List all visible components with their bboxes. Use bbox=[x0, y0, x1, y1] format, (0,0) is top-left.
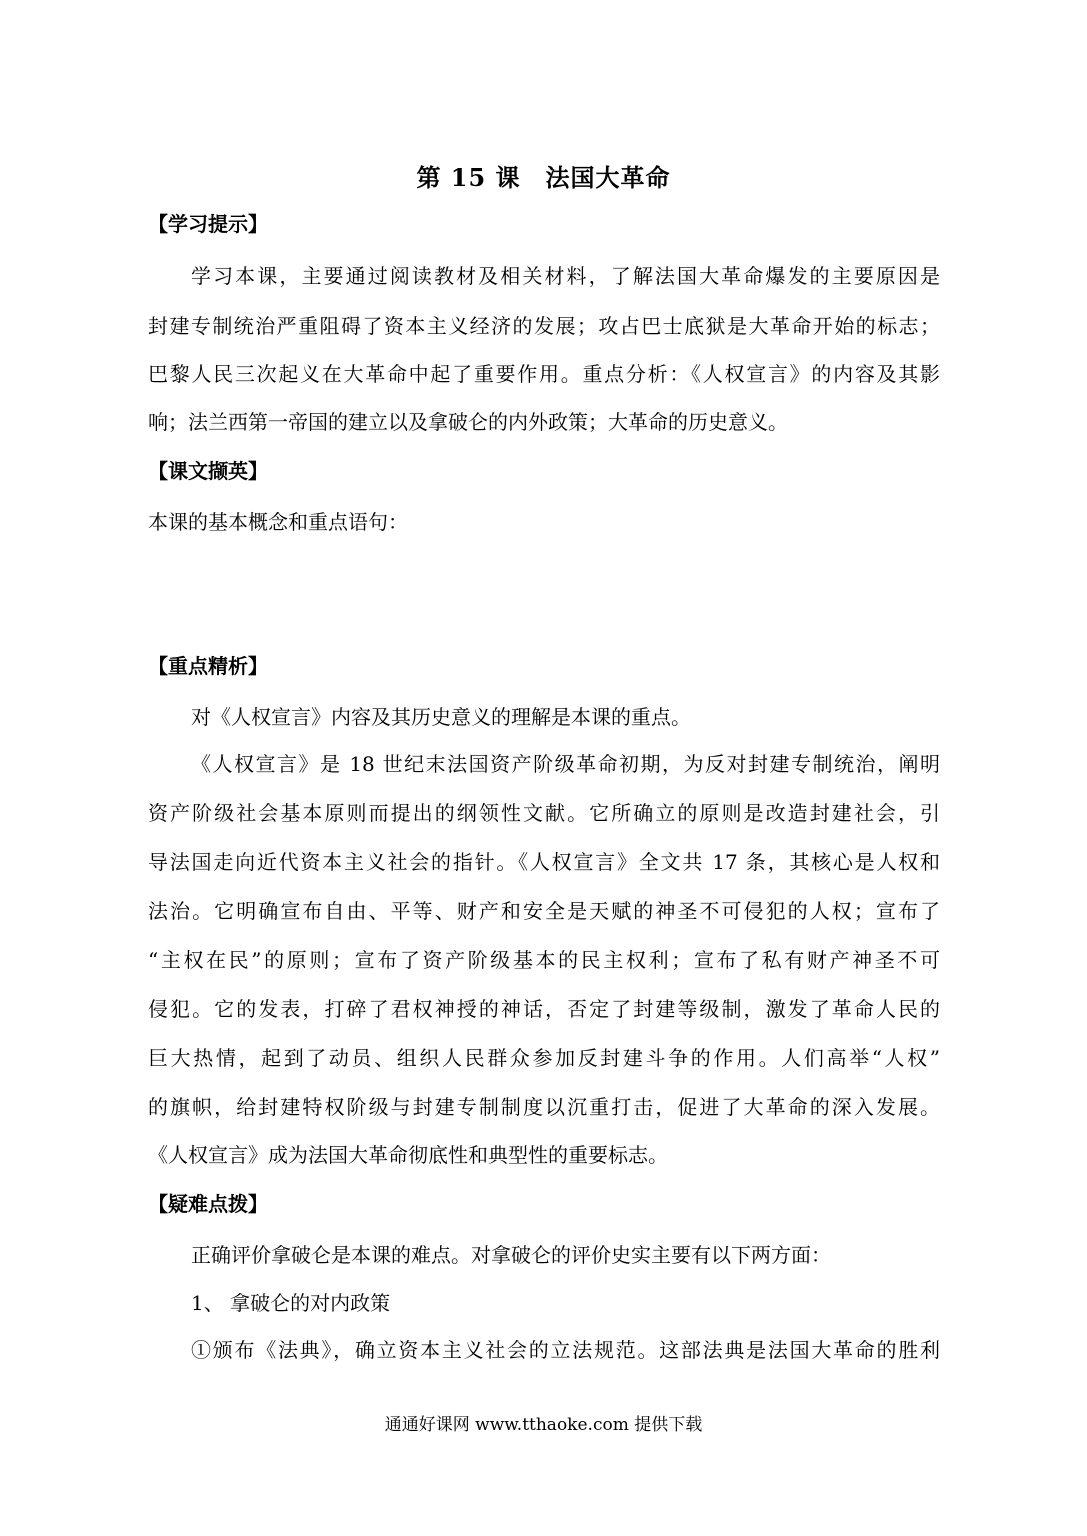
paragraph-line: 资产阶级社会基本原则而提出的纲领性文献。它所确立的原则是改造封建社会，引 bbox=[148, 801, 940, 825]
section-heading-excerpt: 【课文撷英】 bbox=[148, 459, 268, 483]
paragraph-line: 导法国走向近代资本主义社会的指针。《人权宣言》全文共 17 条，其核心是人权和 bbox=[148, 850, 940, 874]
paragraph-line: 封建专制统治严重阻碍了资本主义经济的发展；攻占巴士底狱是大革命开始的标志； bbox=[148, 314, 940, 338]
page-title: 第 15 课 法国大革命 bbox=[416, 163, 671, 192]
section-heading-difficult: 【疑难点拨】 bbox=[148, 1192, 268, 1216]
section-heading-key: 【重点精析】 bbox=[148, 654, 268, 678]
page-footer: 通通好课网 www.tthaoke.com 提供下载 bbox=[384, 1415, 703, 1435]
paragraph-line: “主权在民”的原则；宣布了资产阶级基本的民主权利；宣布了私有财产神圣不可 bbox=[148, 948, 940, 972]
paragraph-line: 学习本课，主要通过阅读教材及相关材料，了解法国大革命爆发的主要原因是 bbox=[191, 264, 940, 288]
paragraph-line: 本课的基本概念和重点语句： bbox=[148, 510, 408, 534]
paragraph-line: 巴黎人民三次起义在大革命中起了重要作用。重点分析：《人权宣言》的内容及其影 bbox=[148, 362, 940, 386]
paragraph-line: 巨大热情，起到了动员、组织人民群众参加反封建斗争的作用。人们高举“人权” bbox=[148, 1046, 940, 1070]
paragraph-line: 法治。它明确宣布自由、平等、财产和安全是天赋的神圣不可侵犯的人权；宣布了 bbox=[148, 899, 940, 923]
paragraph-line: 侵犯。它的发表，打碎了君权神授的神话，否定了封建等级制，激发了革命人民的 bbox=[148, 997, 940, 1021]
section-heading-tips: 【学习提示】 bbox=[148, 212, 268, 236]
paragraph-line: 响；法兰西第一帝国的建立以及拿破仑的内外政策；大革命的历史意义。 bbox=[148, 410, 788, 434]
paragraph-line: 的旗帜，给封建特权阶级与封建专制制度以沉重打击，促进了大革命的深入发展。 bbox=[148, 1095, 940, 1119]
paragraph-line: 正确评价拿破仑是本课的难点。对拿破仑的评价史实主要有以下两方面： bbox=[191, 1243, 831, 1267]
paragraph-line: 《人权宣言》成为法国大革命彻底性和典型性的重要标志。 bbox=[148, 1143, 668, 1167]
paragraph-line: 《人权宣言》是 18 世纪末法国资产阶级革命初期，为反对封建专制统治，阐明 bbox=[191, 752, 940, 776]
paragraph-line: 对《人权宣言》内容及其历史意义的理解是本课的重点。 bbox=[191, 705, 691, 729]
paragraph-line: ①颁布《法典》，确立资本主义社会的立法规范。这部法典是法国大革命的胜利 bbox=[191, 1338, 940, 1362]
paragraph-line: 1、 拿破仑的对内政策 bbox=[191, 1291, 391, 1315]
